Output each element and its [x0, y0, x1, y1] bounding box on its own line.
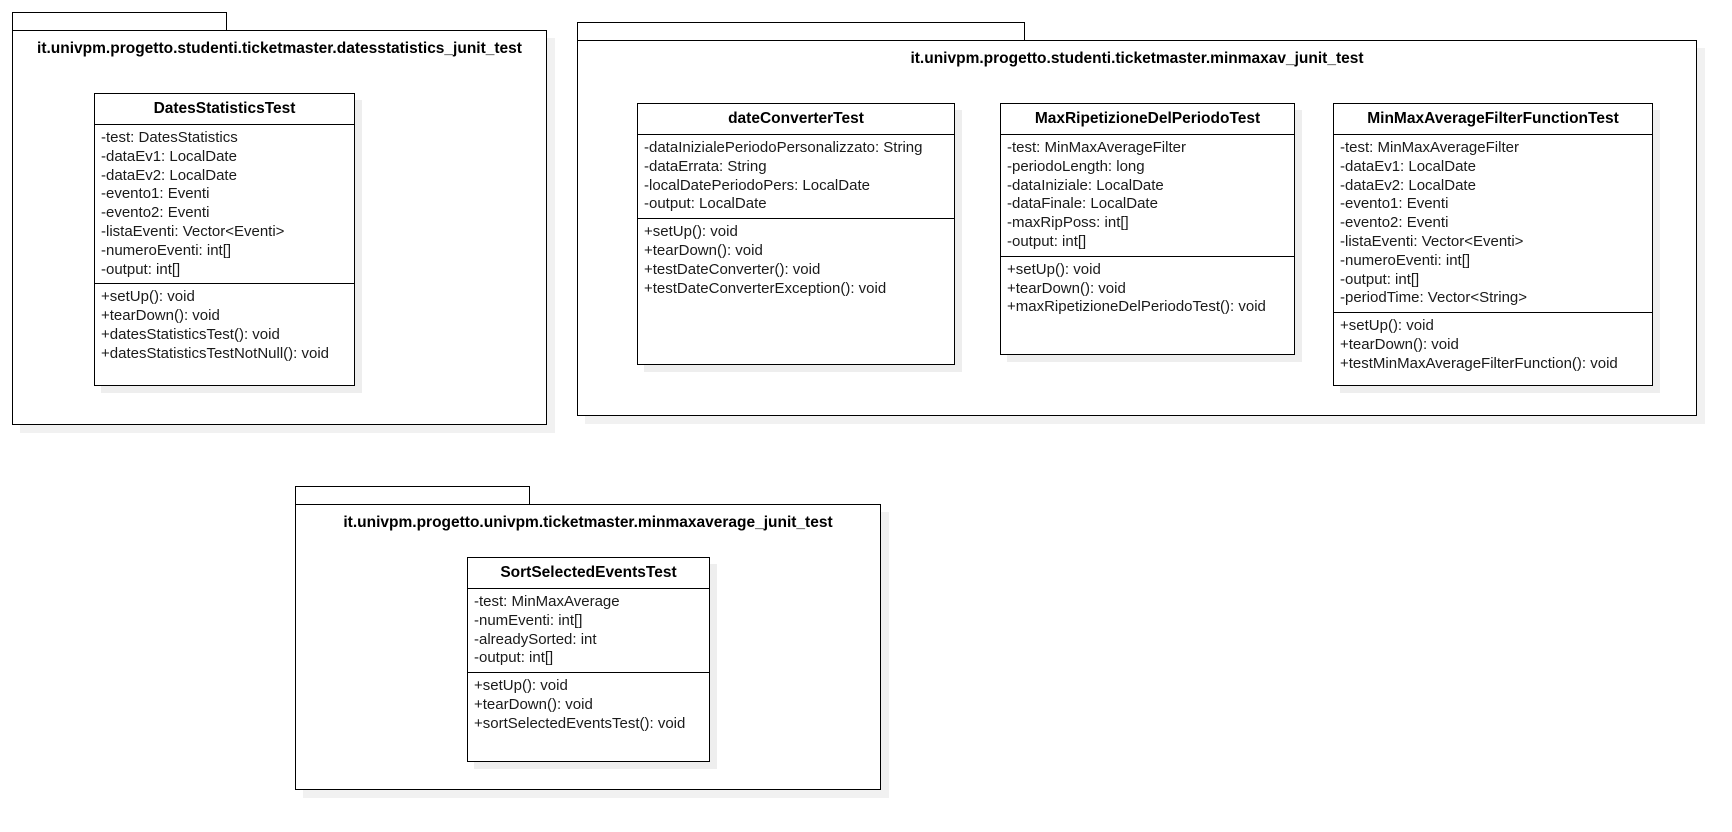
class-attribute: -dataEv2: LocalDate — [1340, 176, 1476, 194]
class-method: +datesStatisticsTest(): void — [101, 325, 280, 343]
class-attribute: -periodoLength: long — [1007, 157, 1145, 175]
class-attribute: -periodTime: Vector<String> — [1340, 289, 1528, 307]
class-attribute: -evento2: Eventi — [101, 204, 210, 222]
class-attributes — [95, 125, 354, 284]
class-attribute: -dataErrata: String — [644, 157, 767, 175]
class-method: +setUp(): void — [1340, 317, 1434, 335]
package-tab-minmaxaverage — [295, 486, 530, 504]
class-methods — [95, 284, 354, 367]
class-attributes — [638, 135, 954, 219]
class-attribute: -output: int[] — [1340, 270, 1420, 288]
class-method: +tearDown(): void — [101, 307, 220, 325]
class-method: +setUp(): void — [101, 288, 195, 306]
package-title: it.univpm.progetto.studenti.ticketmaster.minmaxav_junit_test — [910, 50, 1364, 67]
package-minmaxaverage-junit-test — [295, 504, 881, 790]
class-attributes — [468, 589, 709, 673]
package-tab-datesstatistics — [12, 12, 227, 30]
package-minmaxav-junit-test — [577, 40, 1697, 416]
class-attribute: -dataInizialePeriodoPersonalizzato: String — [644, 139, 923, 156]
class-attributes — [1334, 135, 1652, 313]
class-attribute: -dataFinale: LocalDate — [1007, 195, 1158, 213]
class-method: +tearDown(): void — [474, 695, 593, 713]
class-attribute: -dataEv1: LocalDate — [101, 147, 237, 165]
class-attributes — [1001, 135, 1294, 257]
class-attribute: -dataEv2: LocalDate — [101, 166, 237, 184]
class-attribute: -evento1: Eventi — [1340, 195, 1449, 213]
class-attribute: -numEventi: int[] — [474, 611, 583, 629]
class-name: SortSelectedEventsTest — [468, 558, 709, 589]
class-attribute: -maxRipPoss: int[] — [1007, 214, 1129, 232]
package-tab-minmaxav — [577, 22, 1025, 40]
class-methods — [638, 219, 954, 302]
class-MaxRipetizioneDelPeriodoTest — [1000, 103, 1295, 355]
class-attribute: -test: MinMaxAverageFilter — [1340, 139, 1519, 156]
class-attribute: -evento2: Eventi — [1340, 214, 1449, 232]
class-MinMaxAverageFilterFunctionTest — [1333, 103, 1653, 386]
class-name: MinMaxAverageFilterFunctionTest — [1334, 104, 1652, 135]
class-method: +setUp(): void — [644, 223, 738, 241]
class-attribute: -output: int[] — [474, 649, 554, 667]
class-SortSelectedEventsTest — [467, 557, 710, 762]
class-attribute: -output: int[] — [101, 260, 181, 278]
class-method: +datesStatisticsTestNotNull(): void — [101, 344, 330, 362]
class-attribute: -listaEventi: Vector<Eventi> — [1340, 232, 1524, 250]
class-method: +tearDown(): void — [1007, 279, 1126, 297]
class-method: +setUp(): void — [474, 677, 568, 695]
class-attribute: -dataEv1: LocalDate — [1340, 157, 1476, 175]
class-methods — [468, 673, 709, 737]
class-attribute: -output: int[] — [1007, 232, 1087, 250]
class-method: +testDateConverter(): void — [644, 260, 821, 278]
class-attribute: -test: DatesStatistics — [101, 129, 238, 146]
class-attribute: -dataIniziale: LocalDate — [1007, 176, 1164, 194]
class-attribute: -numeroEventi: int[] — [101, 241, 232, 259]
class-method: +tearDown(): void — [1340, 335, 1459, 353]
class-methods — [1001, 257, 1294, 321]
package-title: it.univpm.progetto.studenti.ticketmaster.datesstatistics_junit_test — [37, 40, 522, 57]
class-attribute: -alreadySorted: int — [474, 630, 597, 648]
class-method: +setUp(): void — [1007, 260, 1101, 278]
package-datesstatistics-junit-test — [12, 30, 547, 425]
class-method: +testMinMaxAverageFilterFunction(): void — [1340, 354, 1618, 372]
class-method: +tearDown(): void — [644, 241, 763, 259]
class-attribute: -listaEventi: Vector<Eventi> — [101, 222, 285, 240]
class-method: +testDateConverterException(): void — [644, 279, 887, 297]
class-method: +maxRipetizioneDelPeriodoTest(): void — [1007, 298, 1266, 316]
class-attribute: -test: MinMaxAverageFilter — [1007, 139, 1186, 156]
class-name: DatesStatisticsTest — [95, 94, 354, 125]
class-attribute: -localDatePeriodoPers: LocalDate — [644, 176, 870, 194]
class-name: MaxRipetizioneDelPeriodoTest — [1001, 104, 1294, 135]
class-dateConverterTest — [637, 103, 955, 365]
class-DatesStatisticsTest — [94, 93, 355, 386]
class-name: dateConverterTest — [638, 104, 954, 135]
class-method: +sortSelectedEventsTest(): void — [474, 714, 686, 732]
class-attribute: -test: MinMaxAverage — [474, 593, 620, 610]
class-attribute: -numeroEventi: int[] — [1340, 251, 1471, 269]
class-attribute: -evento1: Eventi — [101, 185, 210, 203]
class-attribute: -output: LocalDate — [644, 195, 767, 213]
package-title: it.univpm.progetto.univpm.ticketmaster.minmaxaverage_junit_test — [343, 514, 833, 531]
class-methods — [1334, 313, 1652, 377]
